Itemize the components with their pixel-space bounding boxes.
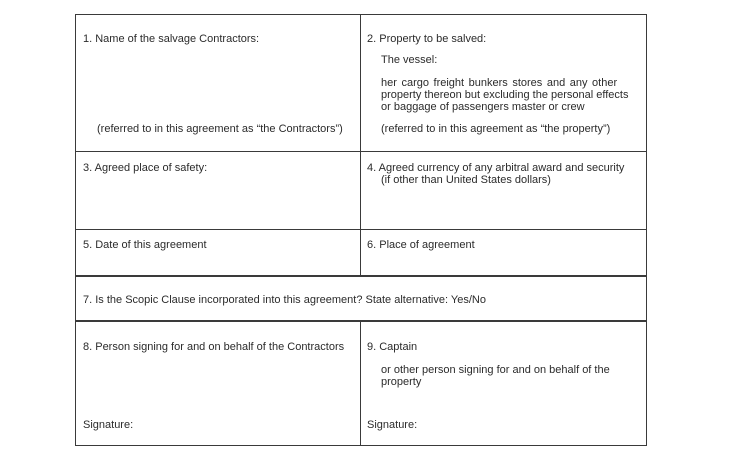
box-5-heading: 5. Date of this agreement (83, 239, 207, 251)
salvage-agreement-form (75, 14, 647, 446)
box-9-captain (360, 322, 646, 445)
box-4-currency (360, 151, 646, 229)
box-9-other-line-1: or other person signing for and on behalf of the (381, 364, 610, 376)
box-6-place (360, 229, 646, 275)
box-9-signature-label: Signature: (367, 419, 418, 431)
box-2-heading: 2. Property to be salved: (367, 33, 487, 45)
box-7-scopic-clause (76, 275, 646, 322)
box-3-heading: 3. Agreed place of safety: (83, 162, 208, 174)
box-9-heading: 9. Captain (367, 341, 418, 353)
box-2-referred-note: (referred to in this agreement as “the property”) (381, 123, 611, 135)
box-1-contractors (76, 15, 360, 151)
box-8-signature-label: Signature: (83, 419, 134, 431)
box-5-date (76, 229, 360, 275)
box-8-heading: 8. Person signing for and on behalf of the Contractors (83, 341, 345, 353)
box-4-heading-line-1: 4. Agreed currency of any arbitral award and security (367, 162, 625, 174)
box-1-heading: 1. Name of the salvage Contractors: (83, 33, 260, 45)
box-2-cargo-line-3: or baggage of passengers master or crew (381, 101, 585, 113)
box-8-contractors-signatory (76, 322, 360, 445)
box-6-heading: 6. Place of agreement (367, 239, 475, 251)
box-2-property (360, 15, 646, 151)
box-4-heading-line-2: (if other than United States dollars) (381, 174, 551, 186)
box-9-other-line-2: property (381, 376, 422, 388)
box-2-cargo-line-1: her cargo freight bunkers stores and any other (381, 77, 618, 89)
box-1-referred-note: (referred to in this agreement as “the Contractors”) (97, 123, 343, 135)
box-3-place-of-safety (76, 151, 360, 229)
box-7-heading: 7. Is the Scopic Clause incorporated into this agreement? State alternative: Yes/No (83, 294, 486, 306)
box-2-vessel: The vessel: (381, 54, 438, 66)
box-2-cargo-line-2: property thereon but excluding the personal effects (381, 89, 629, 101)
